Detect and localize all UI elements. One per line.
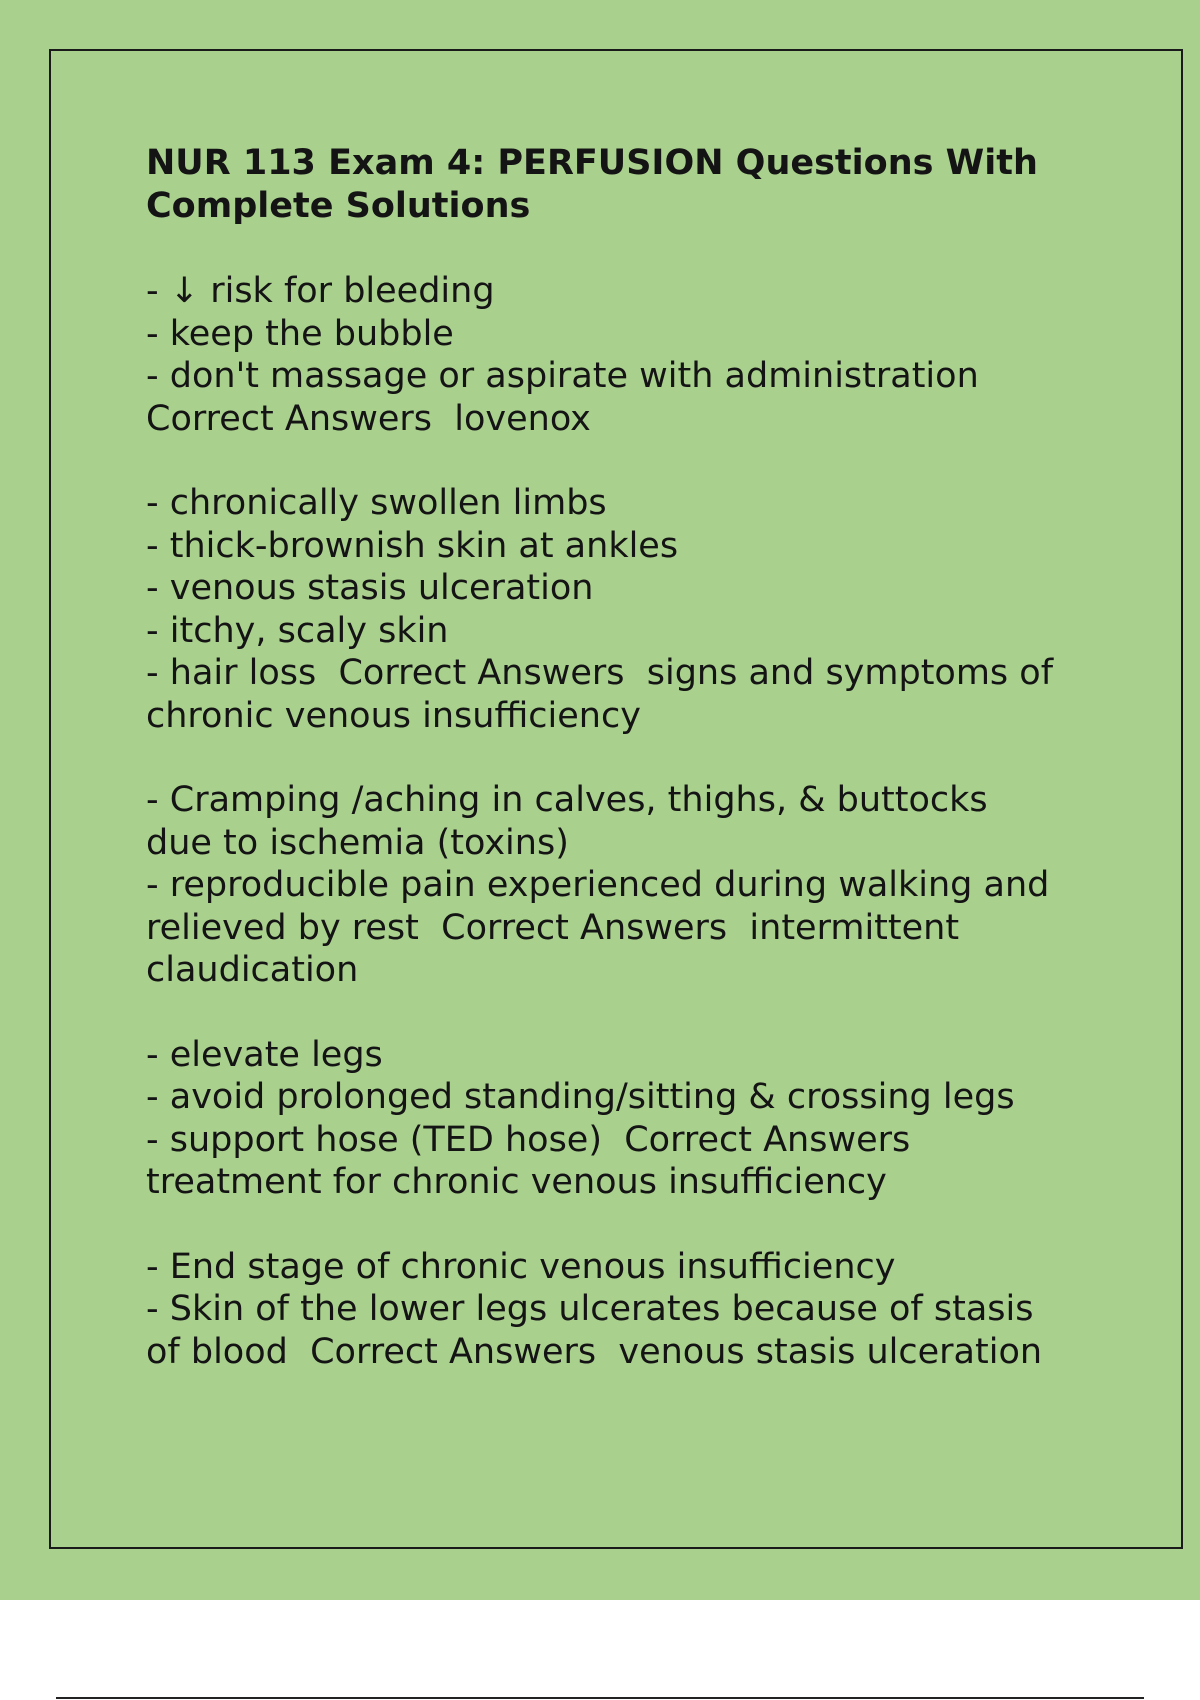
- qa-line: - itchy, scaly skin: [146, 610, 449, 651]
- qa-line: Correct Answers lovenox: [146, 398, 591, 439]
- qa-line: - keep the bubble: [146, 313, 454, 354]
- qa-entry-claudication: [146, 779, 1106, 992]
- qa-line: relieved by rest Correct Answers intermittent: [146, 907, 960, 948]
- qa-line: - venous stasis ulceration: [146, 568, 594, 608]
- qa-line: - ↓ risk for bleeding: [146, 271, 495, 311]
- qa-entry-venous-stasis: [146, 1246, 1106, 1374]
- qa-line: - End stage of chronic venous insufficiency: [146, 1246, 896, 1287]
- qa-line: - support hose (TED hose) Correct Answers: [146, 1119, 911, 1160]
- qa-line: due to ischemia (toxins): [146, 822, 569, 863]
- footer-rule: [56, 1697, 1144, 1699]
- qa-line: claudication: [146, 950, 359, 990]
- qa-line: - Cramping /aching in calves, thighs, & buttocks: [146, 780, 988, 820]
- qa-line: - avoid prolonged standing/sitting & crossing legs: [146, 1077, 1015, 1117]
- qa-entry-cvi-treatment: [146, 1034, 1106, 1204]
- document-body: [146, 142, 1106, 1415]
- qa-line: - hair loss Correct Answers signs and symptoms of: [146, 653, 1054, 693]
- qa-line: of blood Correct Answers venous stasis ulceration: [146, 1331, 1043, 1372]
- qa-line: - reproducible pain experienced during walking and: [146, 865, 1050, 905]
- document-title: NUR 113 Exam 4: PERFUSION Questions With Complete Solutions: [146, 143, 1038, 226]
- qa-line: treatment for chronic venous insufficiency: [146, 1162, 887, 1202]
- qa-entry-cvi-symptoms: [146, 482, 1106, 737]
- qa-line: - chronically swollen limbs: [146, 483, 607, 523]
- qa-line: chronic venous insufficiency: [146, 695, 641, 736]
- qa-line: - elevate legs: [146, 1034, 383, 1075]
- qa-entry-lovenox: [146, 270, 1106, 440]
- qa-line: - don't massage or aspirate with administration: [146, 356, 979, 396]
- qa-line: - thick-brownish skin at ankles: [146, 525, 679, 566]
- qa-line: - Skin of the lower legs ulcerates because of stasis: [146, 1289, 1034, 1329]
